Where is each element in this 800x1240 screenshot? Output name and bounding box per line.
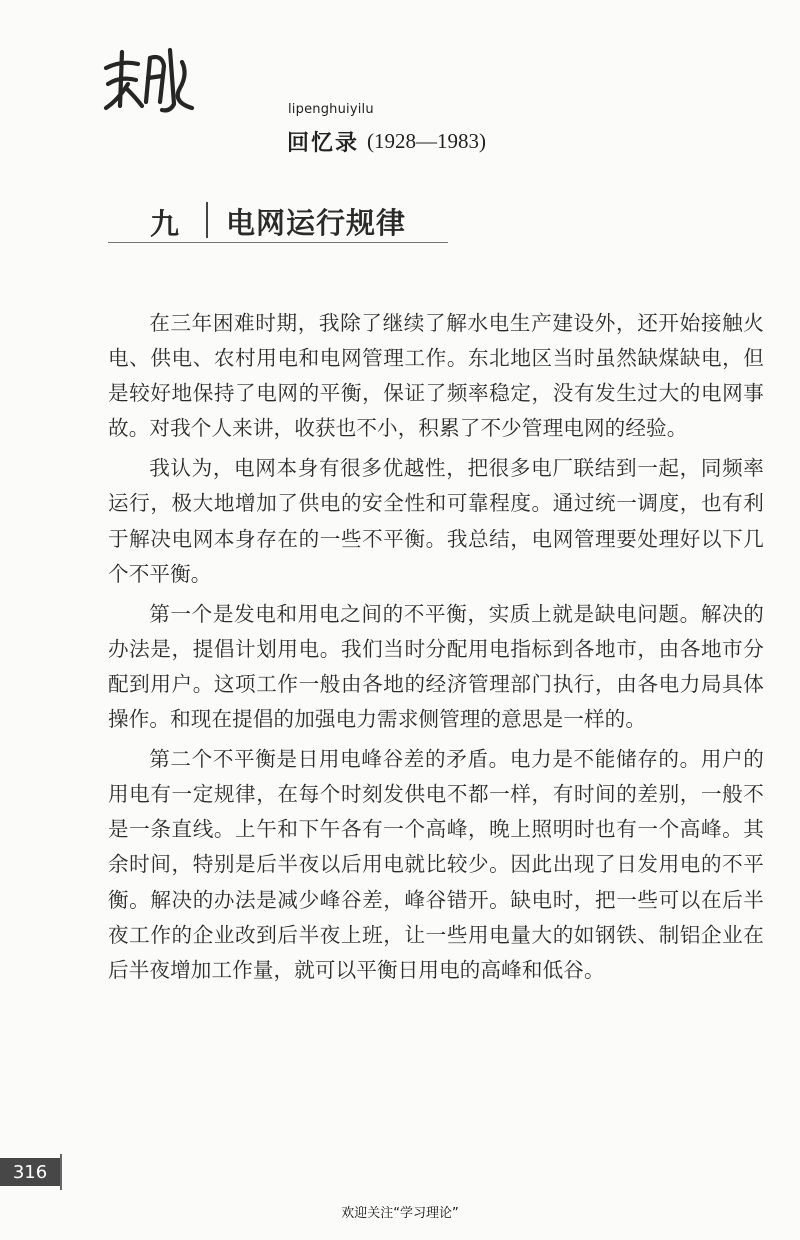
header-pinyin: lipenghuiyilu [288, 102, 374, 117]
paragraph: 我认为，电网本身有很多优越性，把很多电厂联结到一起，同频率运行，极大地增加了供电的安全性和可靠程度。通过统一调度，也有利于解决电网本身存在的一些不平衡。我总结，电网管理要处理好以下几个不平衡。 [108, 456, 764, 586]
chapter-divider [206, 202, 208, 238]
chapter-underline [108, 242, 448, 243]
paragraph: 第一个是发电和用电之间的不平衡，实质上就是缺电问题。解决的办法是，提倡计划用电。我们当时分配用电指标到各地市，由各地市分配到用户。这项工作一般由各地的经济管理部门执行，由各电力局具体操作。和现在提倡的加强电力需求侧管理的意思是一样的。 [108, 601, 764, 732]
body-text [108, 306, 764, 993]
header-title: 回忆录 [287, 131, 360, 156]
paragraph: 第二个不平衡是日用电峰谷差的矛盾。电力是不能储存的。用户的用电有一定规律，在每个时刻发供电不都一样，有时间的差别，一般不是一条直线。上午和下午各有一个高峰，晚上照明时也有一个高峰。其余时间，特别是后半夜以后用电就比较少。因此出现了日发用电的不平衡。解决的办法是减少峰谷差，峰谷错开。缺电时，把一些可以在后半夜工作的企业改到后半夜上班，让一些用电量大的如钢铁、制铝企业在后半夜增加工作量，就可以平衡日用电的高峰和低谷。 [108, 747, 764, 982]
book-header [100, 44, 500, 156]
chapter-heading [108, 196, 448, 246]
page-number-divider [60, 1154, 62, 1190]
header-years: (1928—1983) [367, 129, 486, 153]
footer-note: 欢迎关注“学习理论” [341, 1206, 459, 1221]
chapter-number: 九 [150, 207, 180, 241]
paragraph: 在三年困难时期，我除了继续了解水电生产建设外，还开始接触火电、供电、农村用电和电网管理工作。东北地区当时虽然缺煤缺电，但是较好地保持了电网的平衡，保证了频率稳定，没有发生过大的电网事故。对我个人来讲，收获也不小，积累了不少管理电网的经验。 [108, 311, 764, 441]
page-number: 316 [0, 1158, 60, 1186]
signature-logo [100, 44, 196, 120]
chapter-title: 电网运行规律 [226, 206, 407, 240]
